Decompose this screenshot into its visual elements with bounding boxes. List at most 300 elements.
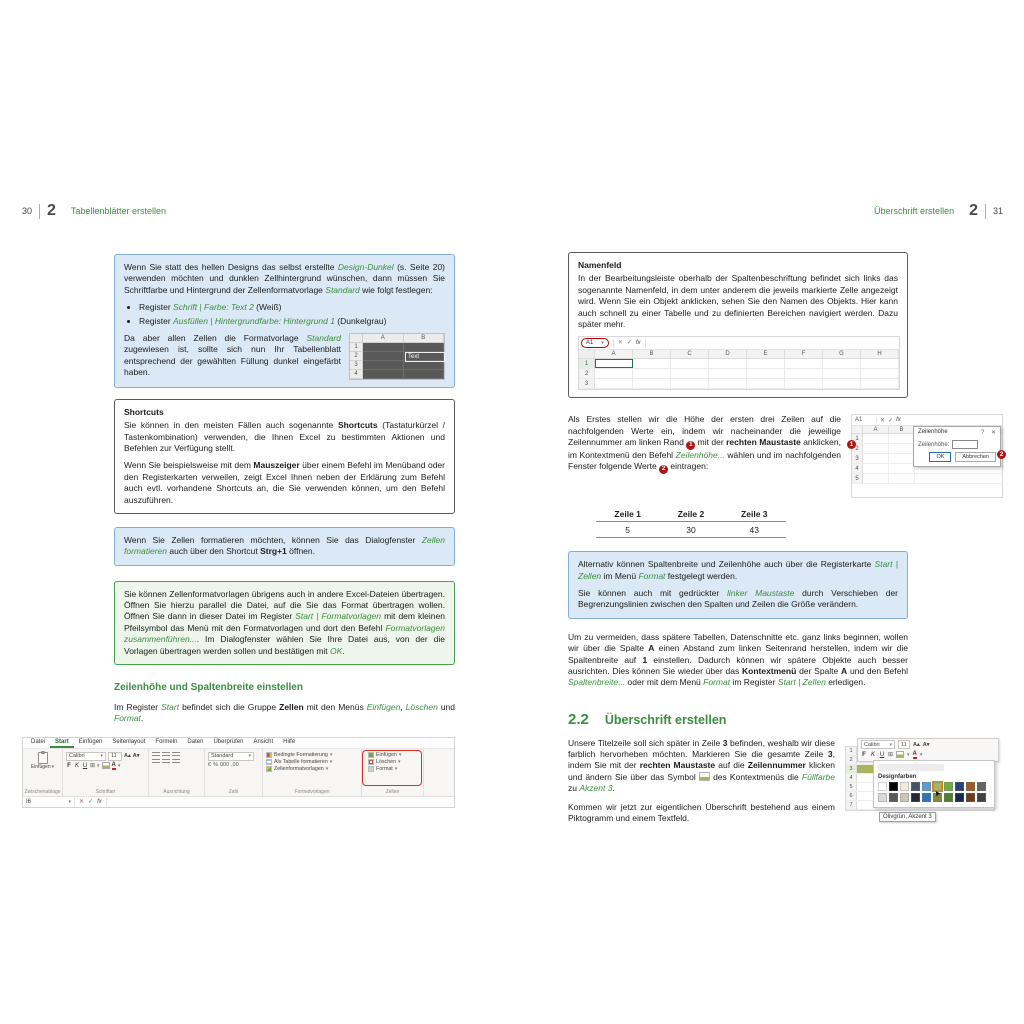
enter-icon: ✓	[888, 417, 894, 424]
page-number: 30	[22, 206, 33, 216]
zeilenhoehe-screenshot	[851, 414, 1003, 498]
function-icon: fx	[97, 798, 102, 805]
ribbon-tab: Daten	[187, 739, 204, 746]
enter-icon: ✓	[88, 799, 94, 806]
column-header: G	[823, 350, 861, 358]
column-header: B	[889, 426, 915, 433]
chapter-number: 2	[47, 202, 56, 219]
ribbon-group-zwischenablage	[23, 749, 63, 796]
body-paragraph: Unsere Titelzeile soll sich später in Zeile 3 befinden, weshalb wir diese farblich hervorheben möchten. Markieren Sie die gesamte Zeile 3, indem Sie mit der rechten Maustaste auf die Zeilennummer klicken und ändern Sie über das Symbol des Kontextmenüs die Füllfarbe zu Akzent 3.	[568, 737, 836, 794]
menu-label: Bedingte Formatierung	[274, 751, 328, 758]
thousands-icon: 000	[219, 761, 230, 768]
group-label: Zwischenablage	[24, 788, 61, 795]
font-size-combo: 11	[108, 752, 122, 761]
cell	[823, 369, 861, 378]
header-divider	[39, 204, 40, 219]
table-header-cell: Zeile 3	[741, 508, 768, 519]
chevron-down-icon: ▾	[329, 751, 333, 758]
cell	[671, 369, 709, 378]
font-color-icon: A	[111, 761, 116, 768]
cell	[709, 359, 747, 368]
section-heading-2-2	[568, 711, 908, 728]
cell	[861, 359, 899, 368]
color-swatch	[911, 782, 920, 791]
body-paragraph: Als Erstes stellen wir die Höhe der ersten drei Zeilen auf die nachfolgenden Werte ein, indem wir nacheinander die jeweilige Zeilennummer am linken Rand 1 mit der rechten Maustaste anklicken, im Kontextmenü den Befehl Zeilenhöhe... wählen und im nachfolgenden Fenster folgende Werte 2 eintragen:	[568, 414, 841, 473]
cell	[785, 359, 823, 368]
group-label: Ausrichtung	[163, 788, 190, 795]
column-header: E	[747, 350, 785, 358]
chevron-down-icon: ▾	[329, 758, 333, 765]
corner-cell	[350, 334, 363, 342]
italic-button: K	[74, 762, 79, 769]
cell	[863, 434, 889, 443]
cell-styles-button	[266, 766, 358, 772]
delete-cells-button	[365, 759, 420, 765]
grow-font-icon: A▴	[124, 753, 131, 760]
cell	[785, 379, 823, 388]
cell	[861, 369, 899, 378]
sheet-rows	[579, 359, 899, 389]
row-header: 5	[846, 783, 857, 791]
body-paragraph: Kommen wir jetzt zur eigentlichen Überschrift bestehend aus einem Piktogramm und einem Textfeld.	[568, 801, 835, 823]
chevron-down-icon: ▾	[248, 753, 251, 760]
formula-icons	[79, 797, 107, 807]
column-header: C	[671, 350, 709, 358]
name-box-highlighted	[581, 338, 609, 348]
excel-ribbon-screenshot	[22, 737, 455, 808]
currency-icon: €	[208, 761, 212, 768]
ribbon-tab: Einfügen	[78, 739, 103, 746]
cell	[363, 361, 404, 370]
menu-label: Einfügen	[376, 751, 397, 758]
ribbon-tab: Überprüfen	[213, 739, 244, 746]
cell	[889, 474, 915, 483]
underline-button: U	[879, 751, 885, 758]
color-swatch	[955, 793, 964, 802]
format-icon	[368, 766, 374, 772]
shortcuts-notebox	[114, 399, 455, 514]
divider	[645, 339, 646, 348]
chevron-down-icon: ▾	[51, 763, 55, 770]
number-format: Standard	[211, 753, 234, 760]
cell	[747, 359, 785, 368]
column-headers	[363, 334, 444, 342]
paste-label: Einfügen	[30, 763, 51, 770]
row-header: 5	[852, 474, 863, 483]
chevron-down-icon: ▾	[919, 751, 923, 758]
cell	[363, 370, 404, 379]
chevron-down-icon: ▾	[394, 765, 398, 772]
chapter-title: Überschrift erstellen	[874, 206, 955, 216]
row-header: 2	[852, 444, 863, 453]
row-header: 1	[852, 434, 863, 443]
cell	[823, 359, 861, 368]
number-format-combo	[208, 752, 254, 761]
namenfeld-notebox	[568, 252, 908, 398]
font-name-combo	[66, 752, 106, 761]
page-left	[22, 201, 455, 808]
color-swatch	[966, 793, 975, 802]
chevron-down-icon: ▾	[97, 762, 100, 769]
column-headers	[595, 350, 899, 358]
align-top-icon	[152, 752, 160, 758]
alternativ-infobox	[568, 551, 908, 619]
design-dunkel-infobox	[114, 254, 455, 388]
callout-badge-2: 2	[997, 450, 1006, 459]
chevron-down-icon: ▾	[889, 741, 892, 748]
zellen-formatieren-infobox	[114, 527, 455, 566]
cell	[633, 379, 671, 388]
chevron-down-icon: ▾	[398, 758, 401, 765]
ribbon-tab: Ansicht	[253, 739, 274, 746]
dialog-buttons	[976, 429, 996, 436]
row-header: 2	[846, 756, 857, 764]
bold-button: F	[862, 751, 866, 758]
paste-button	[31, 764, 54, 770]
fill-color-icon	[896, 751, 904, 758]
row-header: 1	[846, 747, 857, 755]
cancel-icon: ✕	[880, 417, 886, 424]
cell	[404, 370, 445, 379]
body-paragraph: Im Register Start befindet sich die Gruppe Zellen mit den Menüs Einfügen, Löschen und Format.	[114, 701, 455, 724]
formula-bar	[23, 796, 454, 807]
cancel-icon: ✕	[617, 340, 623, 347]
align-right-icon	[172, 759, 180, 765]
ribbon-group-zahl	[205, 749, 263, 796]
cell	[747, 379, 785, 388]
color-swatch	[922, 793, 931, 802]
decimal-icon: ,00	[231, 761, 239, 768]
formatvorlagen-tipbox	[114, 581, 455, 665]
table-cell: 43	[749, 524, 760, 535]
column-header: D	[709, 350, 747, 358]
row-header: 1	[579, 359, 595, 368]
notebox-title: Shortcuts	[124, 406, 164, 417]
color-swatch	[889, 793, 898, 802]
group-label: Formatvorlagen	[294, 788, 330, 795]
row-header: 3	[350, 361, 363, 370]
cell	[823, 379, 861, 388]
row-header: 7	[846, 801, 857, 809]
group-label: Zahl	[228, 788, 239, 795]
corner-cell	[579, 350, 595, 358]
ribbon-group-zellen	[362, 749, 424, 796]
fill-color-icon	[102, 762, 110, 769]
infobox-paragraph: Wenn Sie Zellen formatieren möchten, können Sie das Dialogfenster Zellen formatieren auch über den Shortcut Strg+1 öffnen.	[124, 534, 445, 557]
disabled-menu-item	[878, 764, 944, 771]
ribbon-tab: Formeln	[155, 739, 178, 746]
bullet-item: • Register Ausfüllen | Hintergrundfarbe: Hintergrund 1 (Dunkelgrau)	[139, 316, 445, 327]
shrink-font-icon: A▾	[132, 753, 140, 760]
cell	[363, 343, 404, 352]
column-header: B	[633, 350, 671, 358]
cell	[863, 474, 889, 483]
borders-icon: ⊞	[90, 763, 96, 770]
dark-worksheet-screenshot	[349, 333, 445, 380]
ribbon-group-ausrichtung	[149, 749, 205, 796]
chevron-down-icon: ▾	[907, 751, 910, 758]
sheet-row	[350, 370, 444, 379]
cell	[709, 369, 747, 378]
menu-label: Format	[376, 765, 393, 772]
column-header-row	[579, 350, 899, 359]
fuellfarbe-screenshot	[845, 738, 1003, 838]
color-swatch	[911, 793, 920, 802]
name-box	[23, 797, 75, 807]
sheet-row	[579, 379, 899, 389]
values-data-row	[596, 522, 786, 538]
fill-color-dropdown	[873, 760, 995, 808]
group-label: Schriftart	[95, 788, 116, 795]
callout-badge-1: 1	[847, 440, 856, 449]
font-name: Calibri	[864, 741, 880, 748]
right-page-content	[568, 252, 1004, 838]
color-swatch	[889, 782, 898, 791]
mouse-cursor-icon: ➤	[931, 787, 943, 799]
page-header-left	[22, 201, 455, 221]
menu-label: Löschen	[376, 758, 397, 765]
theme-color-row	[878, 782, 990, 791]
close-icon: ✕	[990, 430, 996, 437]
table-cell: 30	[686, 524, 696, 535]
column-headers	[863, 426, 915, 433]
sheet-row	[579, 369, 899, 379]
cell	[595, 369, 633, 378]
ribbon-body	[23, 749, 454, 796]
notebox-title: Namenfeld	[578, 260, 622, 270]
section-heading: Zeilenhöhe und Spaltenbreite einstellen	[114, 681, 303, 693]
color-swatch	[944, 782, 953, 791]
cell	[863, 454, 889, 463]
row-header: 4	[846, 774, 857, 782]
ribbon-group-schriftart	[63, 749, 149, 796]
infobox-paragraph: Da aber allen Zellen die Formatvorlage Standard zugewiesen ist, sollte sich nun Ihr Tabellenblatt entsprechend der gewählten Füllung dunkel eingefärbt haben.	[124, 332, 341, 377]
name-box: A1	[855, 417, 877, 423]
left-page-content	[114, 254, 455, 665]
bullet-item: • Register Schrift | Farbe: Text 2 (Weiß)	[139, 302, 445, 313]
divider	[613, 339, 614, 348]
chevron-down-icon: ▾	[325, 765, 329, 772]
tipbox-paragraph: Sie können Zellenformatvorlagen übrigens auch in andere Excel-Dateien übertragen. Öffnen Sie hierzu parallel die Datei, auf die Sie das Format übertragen wollen. Öffnen Sie dann in dieser Datei im Register Start | Formatvorlagen mit dem kleinen Pfeilsymbol das Menü mit den Formatvorlagen und dort den Befehl Formatvorlagen zusammenführen.... Im Dialogfenster wählen Sie Ihre Datei aus, von der die Vorlagen übertragen werden sollen und bestätigen mit OK.	[124, 588, 445, 656]
sheet-row	[579, 359, 899, 369]
ribbon-tab: Datei	[31, 739, 46, 746]
row-header: 1	[350, 343, 363, 352]
ok-button: OK	[929, 452, 951, 462]
menu-label: Zellenformatvorlagen	[274, 765, 324, 772]
ribbon-tab-bar	[23, 738, 454, 749]
font-name: Calibri	[69, 753, 85, 760]
column-header: A	[595, 350, 633, 358]
cell	[889, 464, 915, 473]
row-height-values-table	[596, 506, 786, 538]
mini-toolbar	[857, 738, 999, 762]
color-swatch	[922, 782, 931, 791]
ribbon-tab: Start	[50, 737, 74, 748]
cell	[889, 444, 915, 453]
column-header-row	[350, 334, 444, 343]
sheet-row	[852, 474, 1002, 484]
cell	[863, 444, 889, 453]
cell	[785, 369, 823, 378]
sheet-row	[350, 343, 444, 352]
delete-icon	[368, 759, 374, 765]
sheet-row	[350, 361, 444, 370]
cell	[747, 369, 785, 378]
shrink-font-icon: A▾	[922, 741, 930, 748]
cell	[671, 379, 709, 388]
column-header: A	[363, 334, 404, 342]
namenfeld-screenshot	[578, 336, 900, 390]
chevron-down-icon: ▾	[100, 753, 103, 760]
chevron-down-icon: ▾	[601, 339, 604, 346]
cancel-icon: ✕	[79, 799, 85, 806]
row-height-input	[952, 440, 978, 449]
infobox-bullet-list	[139, 302, 445, 327]
row-header: 2	[579, 369, 595, 378]
infobox-paragraph: Alternativ können Spaltenbreite und Zeilenhöhe auch über die Registerkarte Start | Zellen im Menü Format festgelegt werden.	[578, 559, 898, 581]
insert-cells-button	[365, 752, 420, 758]
cell	[363, 352, 404, 361]
dialog-label: Zeilenhöhe:	[918, 441, 950, 448]
body-paragraph: Um zu vermeiden, dass spätere Tabellen, Datenschnitte etc. ganz links beginnen, wollen wir über die Spalte A einen Abstand zum linken Seitenrand herstellen, indem wir die Spaltenbreite auf 1 einstellen. Dadurch können wir spätere Objekte auch besser ausrichten. Dies können Sie wieder über das Kontextmenü der Spalte A und den Befehl Spaltenbreite... oder mit dem Menü Format im Register Start | Zellen erledigen.	[568, 631, 908, 688]
function-icon: fx	[635, 340, 641, 347]
notebox-paragraph: In der Bearbeitungsleiste oberhalb der Spaltenbeschriftung befindet sich links das sogenannte Namenfeld, in dem unter anderem die jeweils markierte Zelle angezeigt wird. Wenn Sie ein Objekt anklicken, sehen Sie den Namen des Objekts. Hier kann auch schnell zu einer Tabelle und zu definierten Bereichen navigiert werden. Dazu später mehr.	[578, 273, 898, 329]
conditional-formatting-button	[266, 752, 358, 758]
enter-icon: ✓	[626, 340, 632, 347]
row-height-block	[568, 414, 1003, 498]
row-header: 3	[579, 379, 595, 388]
cell	[595, 379, 633, 388]
color-swatch	[900, 793, 909, 802]
ribbon-tab: Hilfe	[283, 739, 296, 746]
corner-cell	[852, 426, 863, 433]
notebox-paragraph: Wenn Sie beispielsweise mit dem Mauszeiger über einem Befehl im Menüband oder den Registerkarten verweilen, zeigt Excel Ihnen neben der Erklärung zum Befehl auch evtl. vorhandene Shortcuts an, die Sie verwenden können, um den Befehl auszuführen.	[124, 460, 445, 505]
color-swatch	[966, 782, 975, 791]
function-icon: fx	[896, 417, 901, 424]
infobox-bottom-row	[124, 333, 445, 380]
row-header: 4	[350, 370, 363, 379]
row-header: 3	[852, 454, 863, 463]
column-header: B	[404, 334, 445, 342]
align-middle-icon	[162, 752, 170, 758]
cell	[861, 379, 899, 388]
ribbon-tab: Seitenlayout	[112, 739, 146, 746]
sheet-rows	[350, 343, 444, 379]
color-swatch	[878, 782, 887, 791]
column-header: A	[863, 426, 889, 433]
row-header: 4	[852, 464, 863, 473]
color-swatch	[977, 793, 986, 802]
section-title: Überschrift erstellen	[604, 712, 727, 727]
cell	[404, 343, 445, 352]
align-bottom-icon	[172, 752, 180, 758]
table-header-cell: Zeile 1	[614, 508, 641, 519]
chapter-number: 2	[969, 202, 978, 219]
cell	[633, 359, 671, 368]
color-tooltip: Olivgrün, Akzent 3	[879, 812, 936, 822]
infobox-paragraph: Wenn Sie statt des hellen Designs das selbst erstellte Design-Dunkel (s. Seite 20) verwenden möchten und dunklen Zellhintergrund wünschen, dann müssen Sie Schriftfarbe und Hintergrund der Zellenformatvorlage Standard wie folgt festlegen:	[124, 262, 445, 295]
column-header: F	[785, 350, 823, 358]
table-header-cell: Zeile 2	[677, 508, 705, 519]
sheet-toolbar	[579, 337, 899, 350]
color-swatch	[878, 793, 887, 802]
color-swatch	[944, 793, 953, 802]
dialog-body	[914, 438, 1000, 452]
heading-text	[568, 738, 835, 838]
group-label: Zellen	[385, 788, 400, 795]
insert-icon	[368, 752, 374, 758]
cell	[633, 369, 671, 378]
ribbon-group-formatvorlagen	[263, 749, 362, 796]
font-name-combo	[861, 740, 895, 749]
menu-label: Als Tabelle formatieren	[274, 758, 328, 765]
percent-icon: %	[213, 761, 218, 768]
header-divider	[985, 204, 986, 219]
page-right	[530, 201, 1003, 838]
color-swatch	[955, 782, 964, 791]
format-as-table-button	[266, 759, 358, 765]
sheet-toolbar	[852, 415, 1002, 426]
cell	[709, 379, 747, 388]
format-cells-button	[365, 766, 420, 772]
conditional-formatting-icon	[266, 752, 272, 758]
borders-icon: ⊞	[888, 752, 894, 759]
italic-button: K	[870, 751, 875, 758]
chevron-down-icon: ▾	[68, 798, 71, 805]
color-swatch	[900, 782, 909, 791]
name-box-value: I6	[26, 798, 32, 805]
column-header: H	[861, 350, 899, 358]
heading-block	[568, 738, 1003, 838]
underline-button: U	[82, 762, 88, 769]
page-number: 31	[992, 206, 1003, 216]
row-header: 3	[846, 765, 857, 773]
cell	[889, 434, 915, 443]
chevron-down-icon: ▾	[117, 762, 121, 769]
color-swatch	[977, 782, 986, 791]
cell	[889, 454, 915, 463]
cell-value: Text	[406, 353, 444, 361]
dialog-titlebar	[914, 427, 1000, 438]
row-header: 2	[350, 352, 363, 361]
notebox-paragraph: Sie können in den meisten Fällen auch sogenannte Shortcuts (Tastaturkürzel / Tastenkombination) verwenden, die Ihnen Excel zu bestimmten Aktionen und Befehlen zur Verfügung stellt.	[124, 420, 446, 453]
font-color-icon: A	[912, 750, 917, 757]
section-number: 2.2	[568, 710, 589, 728]
chapter-title: Tabellenblätter erstellen	[70, 206, 166, 216]
paste-icon	[38, 752, 48, 764]
table-cell: 5	[625, 524, 631, 535]
cell-styles-icon	[266, 766, 272, 772]
align-center-icon	[162, 759, 170, 765]
cell	[863, 464, 889, 473]
infobox-paragraph: Sie können auch mit gedrückter linker Maustaste durch Verschieben der Begrenzungslinien zwischen den Spalten und Zeilen die Größe verändern.	[578, 588, 899, 610]
chevron-down-icon: ▾	[398, 751, 402, 758]
page-header-right	[530, 201, 1003, 221]
help-icon: ?	[980, 430, 985, 437]
cell	[671, 359, 709, 368]
cell	[404, 361, 445, 370]
row-header: 6	[846, 792, 857, 800]
designfarben-label: Designfarben	[878, 773, 917, 780]
font-size-combo: 11	[898, 740, 910, 749]
cell	[595, 359, 633, 368]
zeilenhoehe-dialog	[913, 426, 1001, 467]
name-box-value: A1	[586, 340, 594, 347]
grow-font-icon: A▴	[913, 741, 920, 748]
dialog-actions	[914, 452, 1000, 466]
values-header-row	[596, 506, 786, 522]
cancel-button: Abbrechen	[955, 452, 996, 462]
